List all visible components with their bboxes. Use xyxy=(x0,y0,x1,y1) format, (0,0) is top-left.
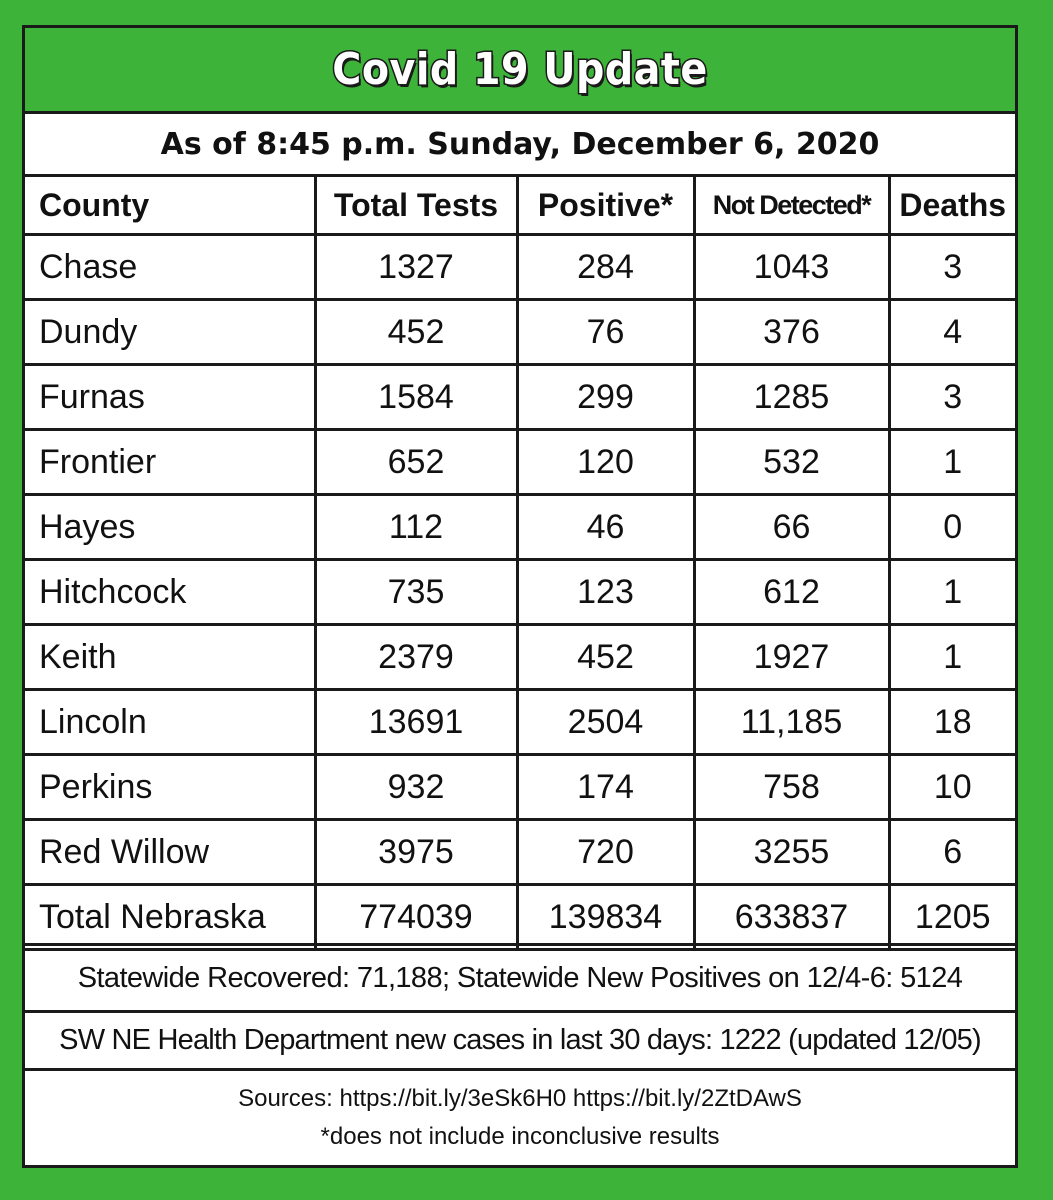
positive-cell: 284 xyxy=(517,235,694,300)
not-detected-cell: 532 xyxy=(694,430,889,495)
total-tests-cell: 452 xyxy=(315,300,517,365)
total-tests-cell: 774039 xyxy=(315,885,517,950)
total-tests-cell: 3975 xyxy=(315,820,517,885)
county-cell: Red Willow xyxy=(25,820,315,885)
deaths-cell: 1 xyxy=(889,560,1015,625)
table-row xyxy=(25,300,1015,365)
table-header-row xyxy=(25,177,1015,235)
column-header-positive: Positive* xyxy=(517,177,694,235)
deaths-cell: 1205 xyxy=(889,885,1015,950)
positive-cell: 299 xyxy=(517,365,694,430)
total-tests-cell: 13691 xyxy=(315,690,517,755)
county-cell: Keith xyxy=(25,625,315,690)
table-row xyxy=(25,235,1015,300)
footnote: *does not include inconclusive results xyxy=(320,1123,720,1150)
statewide-note: Statewide Recovered: 71,188; Statewide New Positives on 12/4-6: 5124 xyxy=(25,943,1015,1010)
deaths-cell: 18 xyxy=(889,690,1015,755)
total-tests-cell: 932 xyxy=(315,755,517,820)
table-row xyxy=(25,495,1015,560)
covid-update-card xyxy=(22,25,1018,1168)
total-row xyxy=(25,885,1015,950)
total-tests-cell: 112 xyxy=(315,495,517,560)
positive-cell: 123 xyxy=(517,560,694,625)
table-row xyxy=(25,430,1015,495)
deaths-cell: 3 xyxy=(889,235,1015,300)
table-row xyxy=(25,625,1015,690)
page-title: Covid 19 Update xyxy=(332,44,708,95)
county-cell: Total Nebraska xyxy=(25,885,315,950)
not-detected-cell: 758 xyxy=(694,755,889,820)
as-of-date: As of 8:45 p.m. Sunday, December 6, 2020 xyxy=(25,114,1015,177)
sources-block xyxy=(25,1068,1015,1165)
positive-cell: 720 xyxy=(517,820,694,885)
positive-cell: 139834 xyxy=(517,885,694,950)
not-detected-cell: 1927 xyxy=(694,625,889,690)
column-header-not-detected: Not Detected* xyxy=(694,177,889,235)
county-cell: Furnas xyxy=(25,365,315,430)
not-detected-cell: 1285 xyxy=(694,365,889,430)
county-cell: Hayes xyxy=(25,495,315,560)
total-tests-cell: 652 xyxy=(315,430,517,495)
total-tests-cell: 1584 xyxy=(315,365,517,430)
positive-cell: 2504 xyxy=(517,690,694,755)
positive-cell: 174 xyxy=(517,755,694,820)
not-detected-cell: 3255 xyxy=(694,820,889,885)
total-tests-cell: 1327 xyxy=(315,235,517,300)
county-cell: Hitchcock xyxy=(25,560,315,625)
county-cell: Frontier xyxy=(25,430,315,495)
not-detected-cell: 1043 xyxy=(694,235,889,300)
positive-cell: 120 xyxy=(517,430,694,495)
table-row xyxy=(25,755,1015,820)
county-cell: Perkins xyxy=(25,755,315,820)
health-dept-note: SW NE Health Department new cases in last 30 days: 1222 (updated 12/05) xyxy=(25,1010,1015,1068)
deaths-cell: 1 xyxy=(889,625,1015,690)
county-cell: Lincoln xyxy=(25,690,315,755)
positive-cell: 452 xyxy=(517,625,694,690)
sources-line: Sources: https://bit.ly/3eSk6H0 https://bit.ly/2ZtDAwS xyxy=(238,1085,802,1112)
deaths-cell: 3 xyxy=(889,365,1015,430)
not-detected-cell: 376 xyxy=(694,300,889,365)
total-tests-cell: 2379 xyxy=(315,625,517,690)
positive-cell: 46 xyxy=(517,495,694,560)
table-row xyxy=(25,690,1015,755)
deaths-cell: 0 xyxy=(889,495,1015,560)
table-row xyxy=(25,820,1015,885)
total-tests-cell: 735 xyxy=(315,560,517,625)
title-bar xyxy=(25,28,1015,114)
deaths-cell: 10 xyxy=(889,755,1015,820)
not-detected-cell: 11,185 xyxy=(694,690,889,755)
column-header-county: County xyxy=(25,177,315,235)
county-cell: Dundy xyxy=(25,300,315,365)
column-header-deaths: Deaths xyxy=(889,177,1015,235)
county-cell: Chase xyxy=(25,235,315,300)
county-table xyxy=(25,177,1015,951)
deaths-cell: 6 xyxy=(889,820,1015,885)
table-row xyxy=(25,365,1015,430)
deaths-cell: 1 xyxy=(889,430,1015,495)
not-detected-cell: 612 xyxy=(694,560,889,625)
column-header-total-tests: Total Tests xyxy=(315,177,517,235)
not-detected-cell: 66 xyxy=(694,495,889,560)
positive-cell: 76 xyxy=(517,300,694,365)
deaths-cell: 4 xyxy=(889,300,1015,365)
table-row xyxy=(25,560,1015,625)
not-detected-cell: 633837 xyxy=(694,885,889,950)
